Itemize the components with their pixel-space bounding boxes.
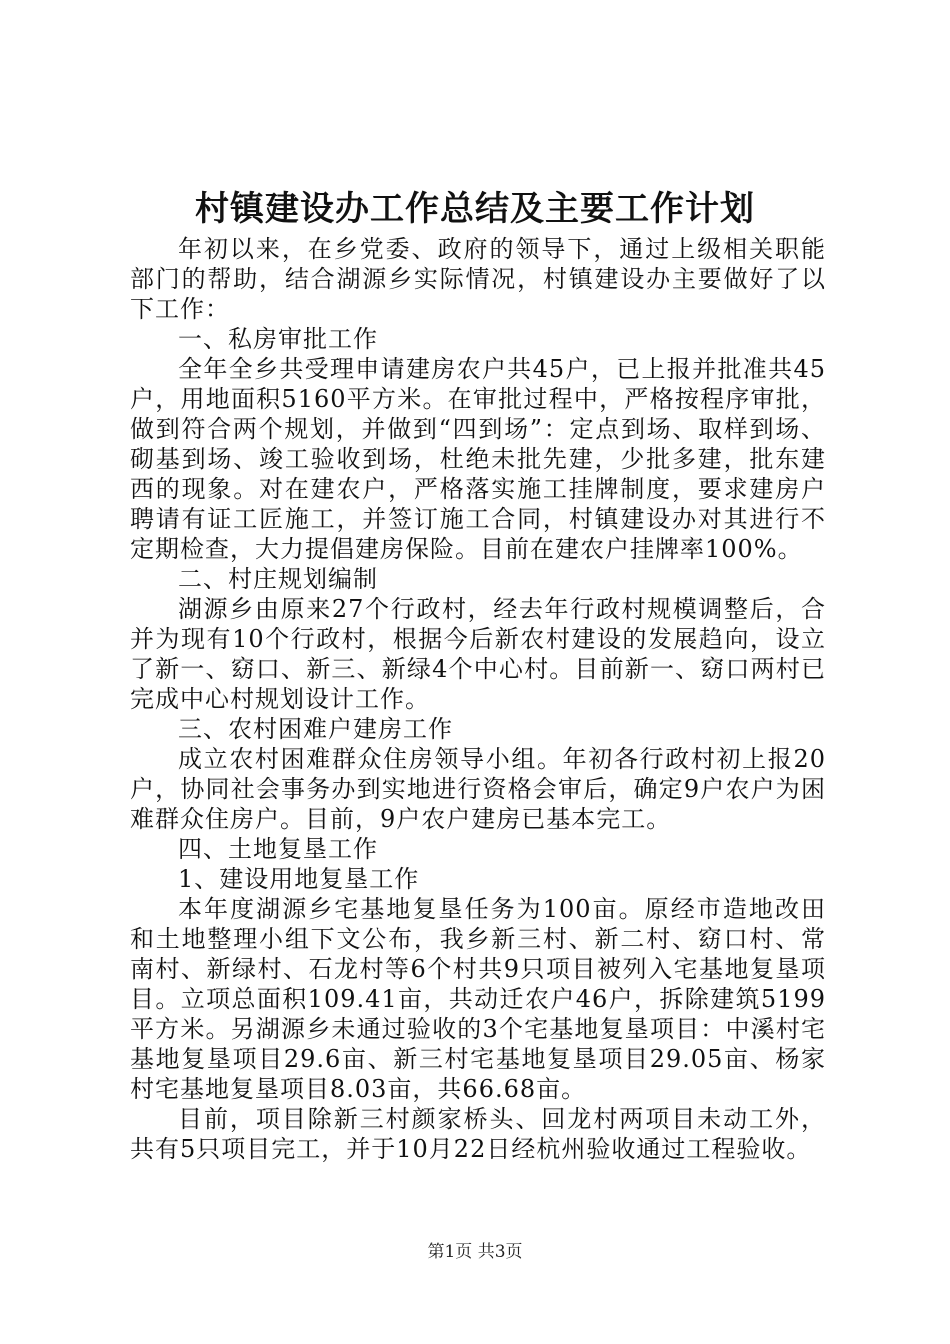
section-heading-poor-households: 三、农村困难户建房工作 <box>178 715 453 743</box>
document-body <box>130 234 826 1164</box>
page-footer: 第1页 共3页 <box>427 1242 523 1262</box>
section-heading-private-housing: 一、私房审批工作 <box>178 325 378 353</box>
private-housing-paragraph: 全年全乡共受理申请建房农户共45户，已上报并批准共45户，用地面积5160平方米。在审批过程中，严格按程序审批，做到符合两个规划，并做到“四到场”：定点到场、取样到场、砌基到场、竣工验收到场，杜绝未批先建，少批多建，批东建西的现象。对在建农户，严格落实施工挂牌制度，要求建房户聘请有证工匠施工，并签订施工合同，村镇建设办对其进行不定期检查，大力提倡建房保险。目前在建农户挂牌率100%。 <box>130 355 826 563</box>
section-heading-village-planning: 二、村庄规划编制 <box>178 565 378 593</box>
village-planning-paragraph: 湖源乡由原来27个行政村，经去年行政村规模调整后，合并为现有10个行政村，根据今后新农村建设的发展趋向，设立了新一、窈口、新三、新绿4个中心村。目前新一、窈口两村已完成中心村规划设计工作。 <box>130 595 826 713</box>
document-title: 村镇建设办工作总结及主要工作计划 <box>195 189 755 229</box>
project-status-paragraph: 目前，项目除新三村颜家桥头、回龙村两项目未动工外，共有5只项目完工，并于10月22日经杭州验收通过工程验收。 <box>130 1105 826 1163</box>
intro-paragraph: 年初以来，在乡党委、政府的领导下，通过上级相关职能部门的帮助，结合湖源乡实际情况，村镇建设办主要做好了以下工作： <box>130 235 826 323</box>
construction-land-paragraph: 本年度湖源乡宅基地复垦任务为100亩。原经市造地改田和土地整理小组下文公布，我乡新三村、新二村、窈口村、常南村、新绿村、石龙村等6个村共9只项目被列入宅基地复垦项目。立项总面积109.41亩，共动迁农户46户，拆除建筑5199平方米。另湖源乡未通过验收的3个宅基地复垦项目：中溪村宅基地复垦项目29.6亩、新三村宅基地复垦项目29.05亩、杨家村宅基地复垦项目8.03亩，共66.68亩。 <box>130 895 826 1103</box>
section-heading-land-reclamation: 四、土地复垦工作 <box>178 835 378 863</box>
poor-households-paragraph: 成立农村困难群众住房领导小组。年初各行政村初上报20户，协同社会事务办到实地进行资格会审后，确定9户农户为困难群众住房户。目前，9户农户建房已基本完工。 <box>130 745 826 833</box>
subsection-heading-construction-land: 1、建设用地复垦工作 <box>178 865 420 893</box>
